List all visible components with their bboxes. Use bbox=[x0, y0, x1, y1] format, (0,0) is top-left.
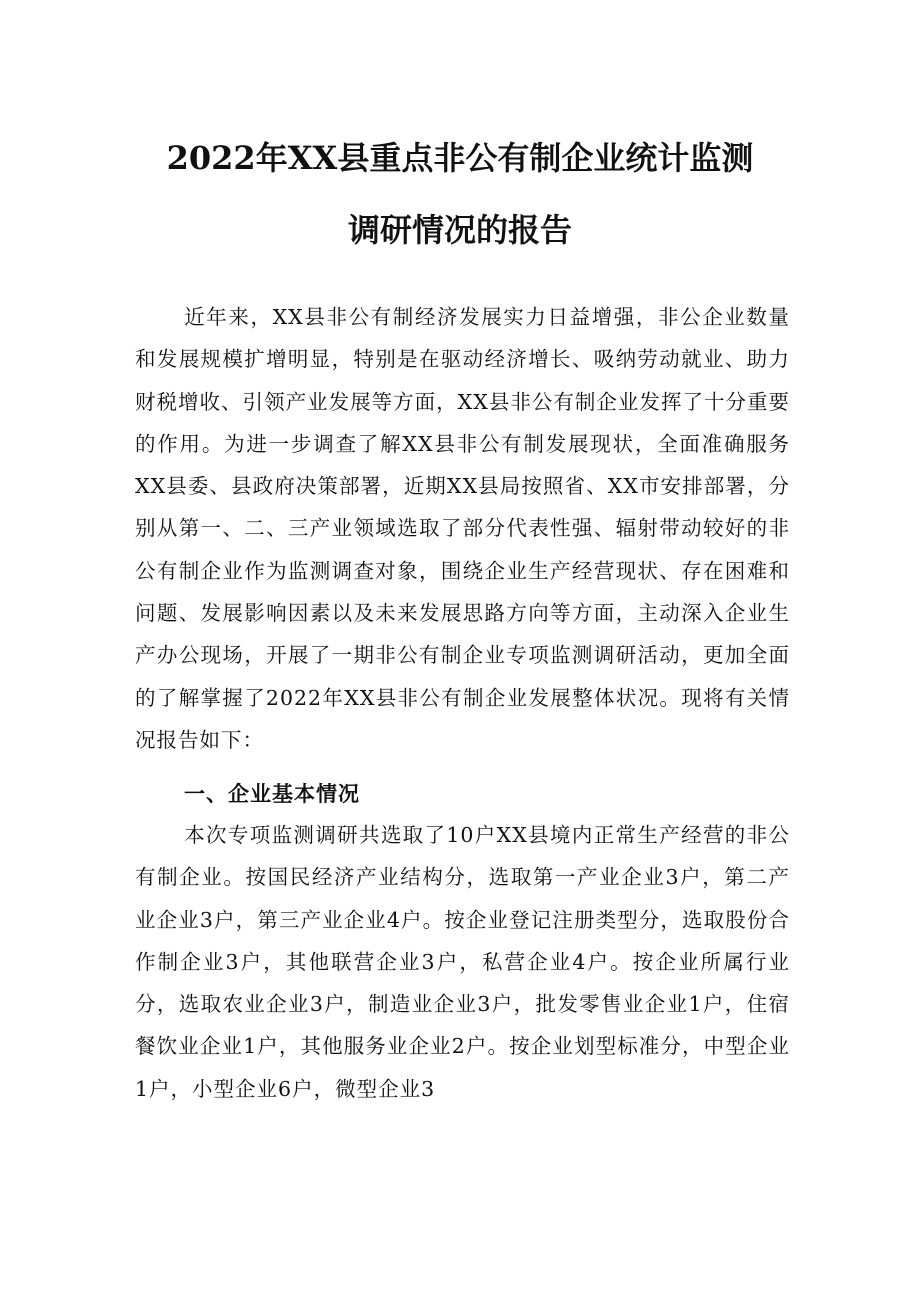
basic-info-paragraph: 本次专项监测调研共选取了10户XX县境内正常生产经营的非公有制企业。按国民经济产业结构分，选取第一产业企业3户，第二产业企业3户，第三产业企业4户。按企业登记注册类型分，选取股份合作制企业3户，其他联营企业3户，私营企业4户。按企业所属行业分，选取农业企业3户，制造业企业3户，批发零售业企业1户，住宿餐饮业企业1户，其他服务业企业2户。按企业划型标准分，中型企业1户，小型企业6户，微型企业3 bbox=[135, 823, 790, 1101]
document-title-line-1: 2022年XX县重点非公有制企业统计监测 bbox=[166, 139, 754, 177]
section-heading-basic-info: 一、企业基本情况 bbox=[184, 782, 360, 806]
intro-paragraph: 近年来，XX县非公有制经济发展实力日益增强，非公企业数量和发展规模扩增明显，特别是在驱动经济增长、吸纳劳动就业、助力财税增收、引领产业发展等方面，XX县非公有制企业发挥了十分重要的作用。为进一步调查了解XX县非公有制发展现状，全面准确服务XX县委、县政府决策部署，近期XX县局按照省、XX市安排部署，分别从第一、二、三产业领域选取了部分代表性强、辐射带动较好的非公有制企业作为监测调查对象，围绕企业生产经营现状、存在困难和问题、发展影响因素以及未来发展思路方向等方面，主动深入企业生产办公现场，开展了一期非公有制企业专项监测调研活动，更加全面的了解掌握了2022年XX县非公有制企业发展整体状况。现将有关情况报告如下： bbox=[135, 305, 790, 752]
document-title-line-2: 调研情况的报告 bbox=[347, 211, 572, 249]
